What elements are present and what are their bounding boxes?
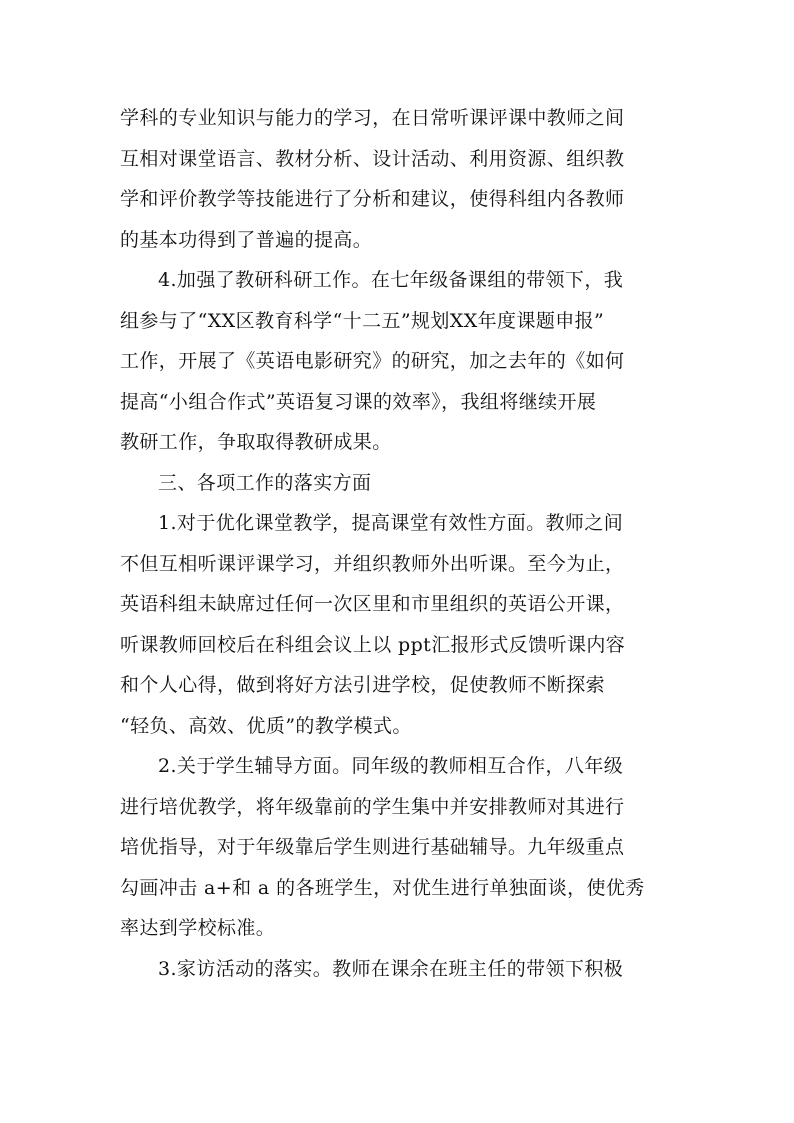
text-line: 教研工作，争取取得教研成果。 [120, 431, 392, 453]
paragraph-teaching-skills [120, 98, 680, 260]
text-line: “轻负、高效、优质”的教学模式。 [120, 714, 412, 737]
text-line: 组参与了“XX区教育科学“十二五”规划XX年度课题申报” [120, 309, 605, 332]
text-line: 听课教师回校后在科组会议上以 ppt汇报形式反馈听课内容 [120, 633, 626, 656]
text-line: 培优指导，对于年级靠后学生则进行基础辅导。九年级重点 [120, 836, 625, 858]
text-line: 学和评价教学等技能进行了分析和建议，使得科组内各教师 [120, 188, 625, 210]
paragraph-home-visits [120, 949, 680, 990]
text-line: 的基本功得到了普遍的提高。 [120, 228, 373, 251]
text-line: 提高“小组合作式”英语复习课的效率》，我组将继续开展 [120, 390, 597, 413]
text-line: 进行培优教学，将年级靠前的学生集中并安排教师对其进行 [120, 795, 625, 818]
text-line: 英语科组未缺席过任何一次区里和市里组织的英语公开课， [120, 593, 625, 615]
text-line: 互相对课堂语言、教材分析、设计活动、利用资源、组织教 [120, 147, 625, 170]
text-line: 和个人心得，做到将好方法引进学校，促使教师不断探索 [120, 674, 606, 696]
text-line: 3.家访活动的落实。教师在课余在班主任的带领下积极 [158, 957, 624, 980]
paragraph-student-tutoring [120, 746, 680, 949]
text-line: 1.对于优化课堂教学，提高课堂有效性方面。教师之间 [158, 512, 624, 534]
text-line: 工作，开展了《英语电影研究》的研究，加之去年的《如何 [120, 350, 625, 372]
text-line: 率达到学校标准。 [120, 917, 276, 939]
text-line: 2.关于学生辅导方面。同年级的教师相互合作，八年级 [158, 755, 624, 777]
text-line: 勾画冲击 a+和 a 的各班学生，对优生进行单独面谈，使优秀 [120, 876, 645, 899]
paragraph-classroom-teaching [120, 503, 680, 746]
section-heading [120, 463, 680, 504]
text-line: 不但互相听课评课学习，并组织教师外出听课。至今为止， [120, 552, 625, 575]
text-line: 4.加强了教研科研工作。在七年级备课组的带领下，我 [158, 269, 624, 291]
document-body [120, 98, 680, 989]
text-line: 三、各项工作的落实方面 [158, 471, 372, 494]
paragraph-research-work [120, 260, 680, 463]
text-line: 学科的专业知识与能力的学习，在日常听课评课中教师之间 [120, 107, 625, 129]
